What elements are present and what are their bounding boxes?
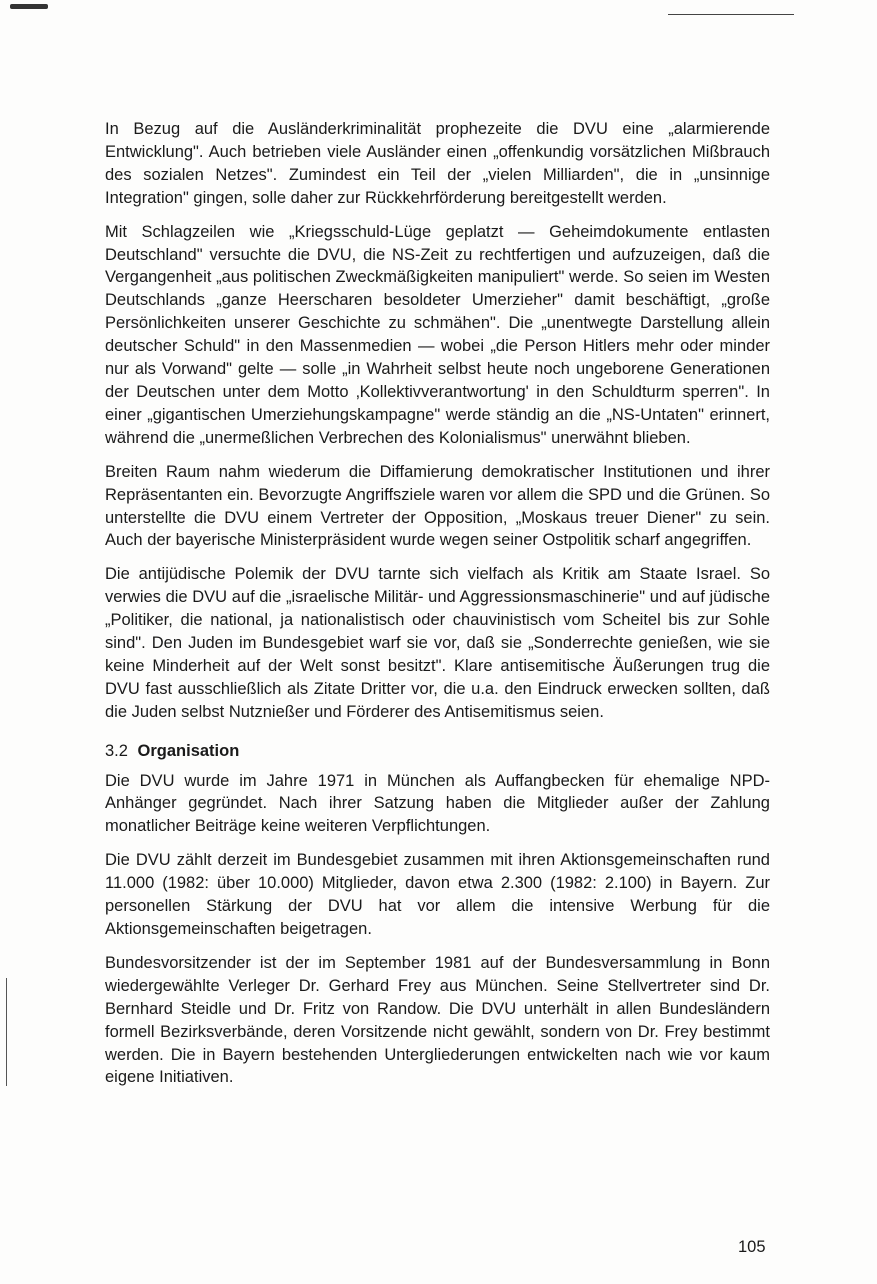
header-rule [668,14,794,15]
scan-mark [10,4,48,9]
section-title: Organisation [137,741,240,760]
paragraph-1: In Bezug auf die Ausländerkriminalität prophezeite die DVU eine „alarmierende Entwicklung". Auch betrieben viele Ausländer einen „offenkundig vorsätzlichen Mißbrauch des sozialen Netzes". Zumindest ein Teil der „vielen Milliarden", die in „unsinnige Integration" gingen, solle daher zur Rückkehrförderung bereitgestellt werden. [105,120,770,207]
paragraph-2: Mit Schlagzeilen wie „Kriegsschuld-Lüge geplatzt — Geheimdokumente entlasten Deutschland" versuchte die DVU, die NS-Zeit zu rechtfertigen und aufzuzeigen, daß die Vergangenheit „aus politischen Zweckmäßigkeiten manipuliert" werde. So seien im Westen Deutschlands „ganze Heerscharen besoldeter Umerzieher" damit beschäftigt, „große Persönlichkeiten unserer Geschichte zu schmähen". Die „unentwegte Darstellung allein deutscher Schuld" in den Massenmedien — wobei „die Person Hitlers mehr oder minder nur als Vorwand" gelte — solle „in Wahrheit selbst heute noch ungeborene Generationen der Deutschen unter dem Motto ‚Kollektivverantwortung' in den Schuldturm sperren". In einer „gigantischen Umerziehungskampagne" werde ständig an die „NS-Untaten" erinnert, während die „unermeßlichen Verbrechen des Kolonialismus" unerwähnt blieben. [105,222,770,447]
margin-line [6,978,7,1086]
section-paragraph-2: Die DVU zählt derzeit im Bundesgebiet zusammen mit ihren Aktionsgemeinschaften rund 11.000 (1982: über 10.000) Mitglieder, davon etwa 2.300 (1982: 2.100) in Bayern. Zur personellen Stärkung der DVU hat vor allem die intensive Werbung für die Aktionsgemeinschaften beigetragen. [105,851,770,938]
section-paragraph-1: Die DVU wurde im Jahre 1971 in München als Auffangbecken für ehemalige NPD-Anhänger gegründet. Nach ihrer Satzung haben die Mitglieder außer der Zahlung monatlicher Beiträge keine weiteren Verpflichtungen. [105,771,770,836]
section-paragraph-3: Bundesvorsitzender ist der im September 1981 auf der Bundesversammlung in Bonn wiedergewählte Verleger Dr. Gerhard Frey aus München. Seine Stellvertreter sind Dr. Bernhard Steidle und Dr. Fritz von Randow. Die DVU unterhält in allen Bundesländern formell Bezirksverbände, deren Vorsitzende nicht gewählt, sondern von Dr. Frey bestimmt werden. Die in Bayern bestehenden Untergliederungen entwickelten nach wie vor kaum eigene Initiativen. [105,953,770,1087]
document-body [105,118,770,1100]
page-number: 105 [738,1238,766,1256]
section-heading [105,740,770,763]
paragraph-4: Die antijüdische Polemik der DVU tarnte sich vielfach als Kritik am Staate Israel. So verwies die DVU auf die „israelische Militär- und Aggressionsmaschinerie" und auf jüdische „Politiker, die national, ja nationalistisch oder chauvinistisch vom Scheitel bis zur Sohle sind". Den Juden im Bundesgebiet warf sie vor, daß sie „Sonderrechte genießen, wie sie keine Minderheit auf der Welt sonst besitzt". Klare antisemitische Äußerungen trug die DVU fast ausschließlich als Zitate Dritter vor, die u.a. den Eindruck erwecken sollten, daß die Juden selbst Nutznießer und Förderer des Antisemitismus seien. [105,565,770,721]
section-number: 3.2 [105,741,128,760]
paragraph-3: Breiten Raum nahm wiederum die Diffamierung demokratischer Institutionen und ihrer Repräsentanten ein. Bevorzugte Angriffsziele waren vor allem die SPD und die Grünen. So unterstellte die DVU einem Vertreter der Opposition, „Moskaus treuer Diener" zu sein. Auch der bayerische Ministerpräsident wurde wegen seiner Ostpolitik scharf angegriffen. [105,462,770,550]
